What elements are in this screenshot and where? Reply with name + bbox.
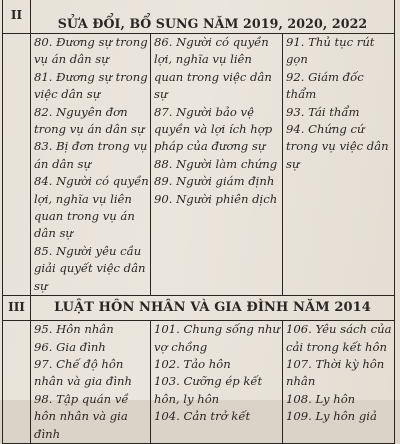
section-ii-column-3	[283, 34, 395, 296]
list-item: 93. Tái thẩm	[286, 104, 360, 119]
list-item: 106. Yêu sách của cải trong kết hôn	[286, 322, 392, 354]
list-item: 102. Tảo hôn	[154, 356, 231, 371]
list-item: 90. Người phiên dịch	[154, 191, 278, 206]
section-iii-column-1	[31, 321, 151, 444]
list-item: 109. Ly hôn giả	[286, 409, 377, 424]
terms-table	[2, 0, 395, 444]
section-iii-column-2	[151, 321, 283, 444]
list-item: 95. Hôn nhân	[34, 322, 114, 337]
section-ii-column-1	[31, 34, 151, 296]
section-iii-number-cell	[3, 321, 31, 444]
list-item: 108. Ly hôn	[286, 391, 356, 406]
section-ii-column-2	[151, 34, 283, 296]
list-item: 81. Đương sự trong việc dân sự	[34, 69, 148, 102]
section-ii-number: II	[3, 0, 31, 34]
list-item: 101. Chung sống như vợ chồng	[154, 322, 280, 354]
list-item: 82. Nguyên đơn trong vụ án dân sự	[34, 104, 145, 137]
section-iii-body-row	[3, 321, 395, 444]
list-item: 85. Người yêu cầu giải quyết việc dân sự	[34, 243, 146, 293]
list-item: 92. Giám đốc thẩm	[286, 69, 364, 102]
list-item: 89. Người giám định	[154, 174, 275, 189]
list-item: 84. Người có quyền lợi, nghĩa vụ liên quan trong vụ án dân sự	[34, 174, 149, 241]
list-item: 94. Chứng cứ trong vụ việc dân sự	[286, 122, 389, 171]
section-ii-header-row	[3, 0, 395, 34]
list-item: 86. Người có quyền lợi, nghĩa vụ liên quan trong việc dân sự	[154, 35, 272, 102]
list-item: 107. Thời kỳ hôn nhân	[286, 356, 385, 389]
list-item: 97. Chế độ hôn nhân và gia đình	[34, 356, 132, 389]
list-item: 96. Gia đình	[34, 339, 106, 354]
section-ii-body-row	[3, 34, 395, 296]
list-item: 88. Người làm chứng	[154, 156, 278, 171]
section-iii-title: LUẬT HÔN NHÂN VÀ GIA ĐÌNH NĂM 2014	[31, 296, 395, 321]
section-ii-title: SỬA ĐỔI, BỔ SUNG NĂM 2019, 2020, 2022	[31, 0, 395, 34]
list-item: 91. Thủ tục rút gọn	[286, 35, 375, 67]
section-iii-header-row	[3, 296, 395, 321]
list-item: 103. Cưỡng ép kết hôn, ly hôn	[154, 374, 263, 406]
list-item: 80. Đương sự trong vụ án dân sự	[34, 35, 148, 67]
list-item: 87. Người bảo vệ quyền và lợi ích hợp pháp của đương sự	[154, 104, 273, 154]
list-item: 104. Cản trở kết	[154, 409, 251, 424]
section-iii-column-3	[283, 321, 395, 444]
list-item: 83. Bị đơn trong vụ án dân sự	[34, 139, 148, 171]
section-iii-number: III	[3, 296, 31, 321]
list-item: 98. Tập quán về hôn nhân và gia đình	[34, 391, 129, 441]
section-ii-number-cell	[3, 34, 31, 296]
